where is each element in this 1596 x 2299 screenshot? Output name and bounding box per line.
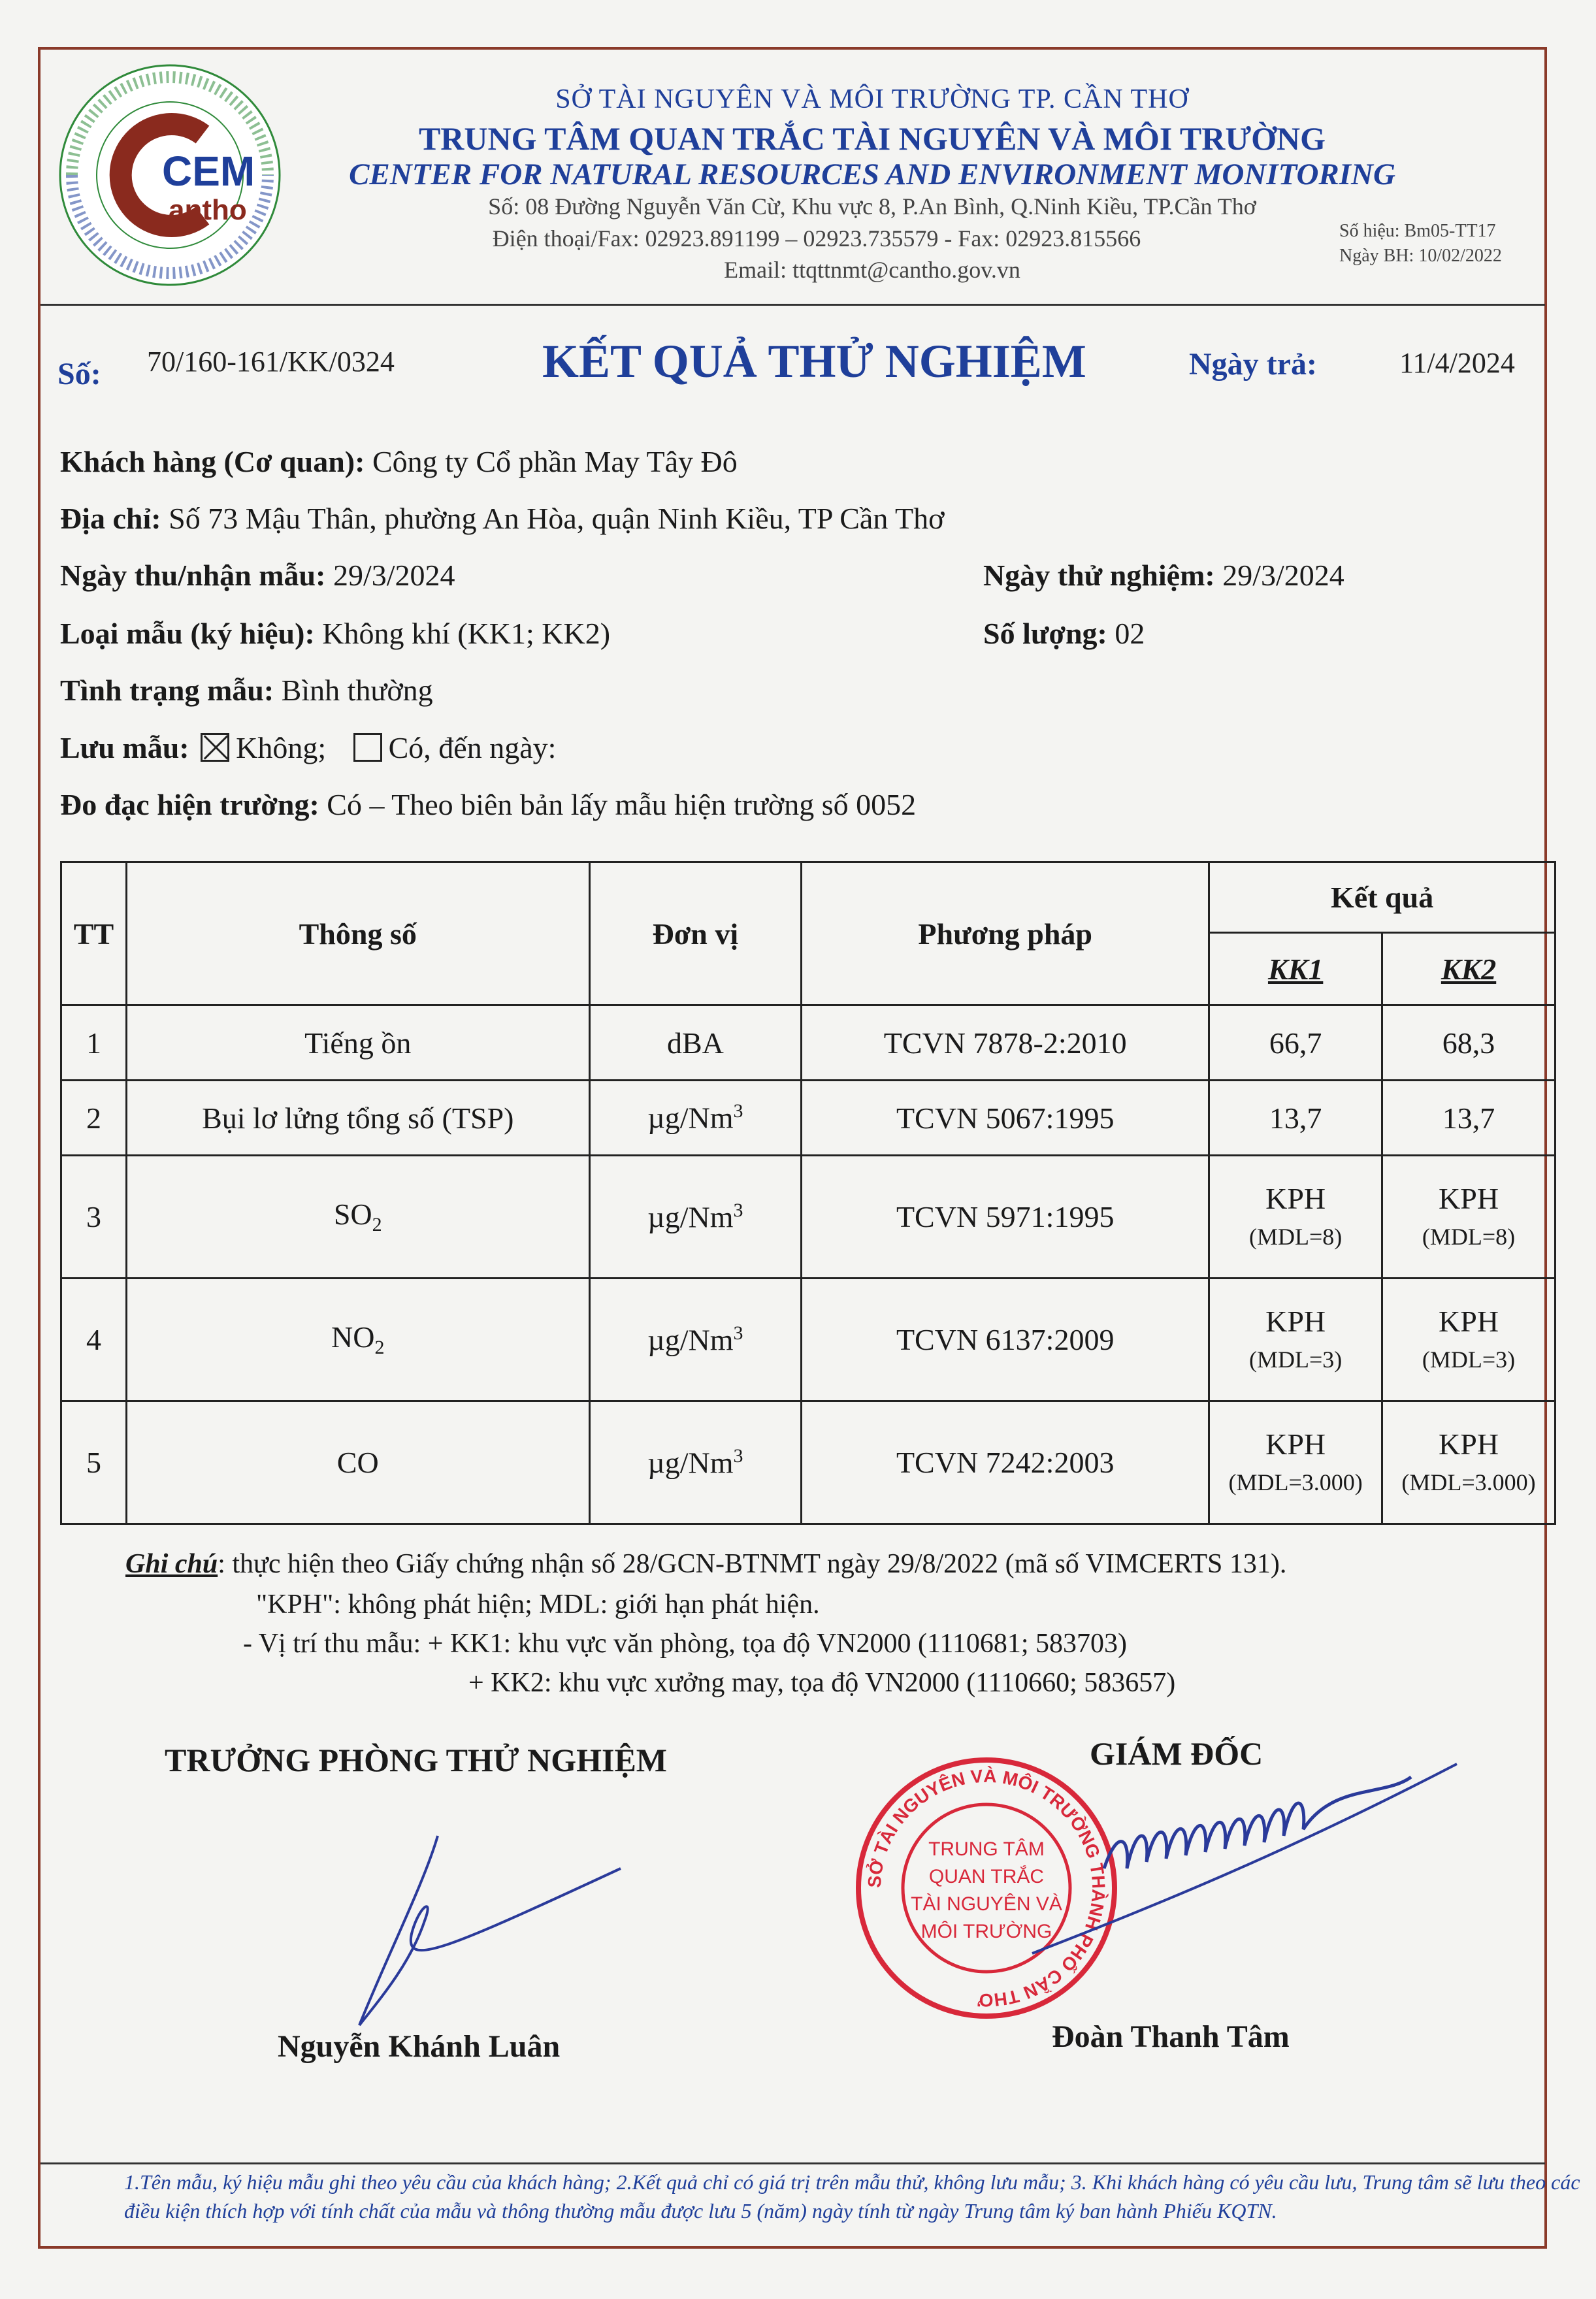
mdl-value: (MDL=8) [1422, 1223, 1516, 1250]
cell-kk1 [1209, 1401, 1382, 1524]
cell-param [126, 1279, 589, 1401]
cell-tt: 1 [61, 1005, 127, 1081]
col-header-result: Kết quả [1209, 862, 1555, 933]
cell-unit [589, 1156, 802, 1279]
customer-value: Công ty Cổ phần May Tây Đô [372, 445, 738, 478]
unit-base: µg/Nm [647, 1200, 734, 1234]
param-base: NO [331, 1320, 375, 1354]
unit-sup: 3 [733, 1100, 743, 1122]
receive-date-line [60, 558, 455, 593]
stamp-line-2: QUAN TRẮC [928, 1866, 1045, 1887]
cell-kk2: 13,7 [1382, 1081, 1555, 1156]
form-code: Số hiệu: Bm05-TT17 [1339, 221, 1496, 241]
param-base: SO [333, 1198, 372, 1231]
kph-value: KPH [1265, 1181, 1326, 1215]
table-row [61, 1156, 1555, 1279]
form-code-block [1339, 219, 1502, 269]
cem-logo-icon [52, 57, 287, 293]
param-sub: 2 [374, 1337, 385, 1359]
storage-yes-checkbox[interactable] [353, 733, 382, 762]
mdl-value: (MDL=8) [1249, 1223, 1343, 1250]
sample-type-label: Loại mẫu (ký hiệu): [60, 617, 315, 650]
cell-kk2 [1382, 1279, 1555, 1401]
receive-date-label: Ngày thu/nhận mẫu: [60, 559, 326, 592]
unit-sup: 3 [733, 1199, 743, 1221]
mdl-value: (MDL=3) [1422, 1346, 1516, 1373]
director-signature [1019, 1757, 1463, 1966]
cell-unit: dBA [589, 1005, 802, 1081]
lab-head-signature [314, 1823, 627, 2038]
mdl-value: (MDL=3.000) [1401, 1469, 1536, 1495]
address-line [60, 501, 944, 536]
report-number: 70/160-161/KK/0324 [147, 346, 395, 378]
storage-no-checkbox[interactable] [201, 733, 229, 762]
col-header-kk2: KK2 [1382, 933, 1555, 1005]
unit-base: µg/Nm [647, 1446, 734, 1480]
stamp-line-3: TÀI NGUYÊN VÀ [911, 1893, 1062, 1915]
sample-type-value: Không khí (KK1; KK2) [322, 617, 611, 650]
note-line-3: - Vị trí thu mẫu: + KK1: khu vực văn phòng, tọa độ VN2000 (1110681; 583703) [243, 1629, 1128, 1659]
lab-head-title: TRƯỞNG PHÒNG THỬ NGHIỆM [165, 1742, 667, 1778]
cell-param: CO [126, 1401, 589, 1524]
quantity-label: Số lượng: [983, 617, 1107, 650]
sample-type-line [60, 616, 610, 651]
cell-kk2 [1382, 1401, 1555, 1524]
cem-logo [52, 57, 287, 293]
stamp-ring-text: SỞ TÀI NGUYÊN VÀ MÔI TRƯỜNG THÀNH PHỐ CẦN THƠ [864, 1765, 1109, 2011]
kph-value: KPH [1439, 1427, 1499, 1461]
center-phone: Điện thoại/Fax: 02923.891199 – 02923.735579 - Fax: 02923.815566 [492, 225, 1141, 252]
address-label: Địa chỉ: [60, 502, 161, 535]
cell-kk1: 66,7 [1209, 1005, 1382, 1081]
footer-note: 1.Tên mẫu, ký hiệu mẫu ghi theo yêu cầu của khách hàng; 2.Kết quả chỉ có giá trị trên mẫu thử, không lưu mẫu; 3. Khi khách hàng có yêu cầu lưu, Trung tâm sẽ lưu theo các điều kiện thích hợp với tính chất của mẫu và thông thường mẫu được lưu 5 (năm) ngày tính từ ngày Trung tâm ký ban hành Phiếu KQTN. [124, 2170, 1580, 2223]
results-table [60, 861, 1556, 1525]
cell-method: TCVN 7242:2003 [802, 1401, 1209, 1524]
header-divider [41, 304, 1545, 306]
center-name-en: CENTER FOR NATURAL RESOURCES AND ENVIRONMENT MONITORING [349, 157, 1395, 191]
unit-base: µg/Nm [647, 1323, 734, 1357]
customer-label: Khách hàng (Cơ quan): [60, 445, 365, 478]
cell-param: Tiếng ồn [126, 1005, 589, 1081]
director-name: Đoàn Thanh Tâm [1052, 2019, 1290, 2054]
stamp-line-1: TRUNG TÂM [928, 1838, 1045, 1860]
cell-param [126, 1156, 589, 1279]
kph-value: KPH [1439, 1181, 1499, 1215]
note-line-4: + KK2: khu vực xưởng may, tọa độ VN2000 (1110660; 583657) [468, 1668, 1176, 1698]
form-issue-date: Ngày BH: 10/02/2022 [1339, 246, 1502, 266]
sample-storage-line [60, 730, 556, 765]
param-sub: 2 [372, 1214, 382, 1236]
address-value: Số 73 Mậu Thân, phường An Hòa, quận Ninh Kiều, TP Cần Thơ [169, 502, 945, 535]
col-header-param: Thông số [126, 862, 589, 1005]
sample-status-line [60, 673, 433, 708]
note-line-2: "KPH": không phát hiện; MDL: giới hạn phát hiện. [256, 1590, 820, 1620]
cell-tt: 5 [61, 1401, 127, 1524]
test-date-value: 29/3/2024 [1222, 559, 1344, 592]
col-header-unit: Đơn vị [589, 862, 802, 1005]
col-header-method: Phương pháp [802, 862, 1209, 1005]
quantity-line [983, 616, 1145, 651]
logo-text: CEM [162, 148, 255, 195]
cell-tt: 3 [61, 1156, 127, 1279]
center-name-vn: TRUNG TÂM QUAN TRẮC TÀI NGUYÊN VÀ MÔI TRƯỜNG [418, 120, 1326, 157]
test-date-label: Ngày thử nghiệm: [983, 559, 1215, 592]
agency-name: SỞ TÀI NGUYÊN VÀ MÔI TRƯỜNG TP. CẦN THƠ [555, 84, 1189, 114]
cell-kk2 [1382, 1156, 1555, 1279]
cell-kk2: 68,3 [1382, 1005, 1555, 1081]
cell-kk1 [1209, 1279, 1382, 1401]
stamp-line-4: MÔI TRƯỜNG [920, 1921, 1052, 1942]
kph-value: KPH [1265, 1427, 1326, 1461]
field-measure-label: Đo đạc hiện trường: [60, 788, 319, 821]
cell-unit [589, 1279, 802, 1401]
mdl-value: (MDL=3) [1249, 1346, 1343, 1373]
lab-head-name: Nguyễn Khánh Luân [278, 2029, 561, 2064]
center-email: Email: ttqttnmt@cantho.gov.vn [724, 257, 1020, 283]
col-header-kk1: KK1 [1209, 933, 1382, 1005]
quantity-value: 02 [1115, 617, 1145, 650]
report-number-label: Số: [57, 357, 101, 391]
table-header-row [61, 862, 1555, 933]
sample-status-label: Tình trạng mẫu: [60, 674, 274, 707]
cell-method: TCVN 6137:2009 [802, 1279, 1209, 1401]
mdl-value: (MDL=3.000) [1228, 1469, 1363, 1495]
cell-unit [589, 1401, 802, 1524]
table-row [61, 1279, 1555, 1401]
logo-subtext: antho [169, 194, 247, 226]
kph-value: KPH [1439, 1304, 1499, 1338]
note-text-1: : thực hiện theo Giấy chứng nhận số 28/GCN-BTNMT ngày 29/8/2022 (mã số VIMCERTS 131). [218, 1549, 1287, 1579]
sample-storage-label: Lưu mẫu: [60, 731, 189, 764]
cell-tt: 2 [61, 1081, 127, 1156]
unit-sup: 3 [733, 1444, 743, 1467]
table-row [61, 1401, 1555, 1524]
sample-status-value: Bình thường [281, 674, 433, 707]
cell-tt: 4 [61, 1279, 127, 1401]
footer-divider [41, 2162, 1545, 2164]
field-measure-line [60, 787, 916, 822]
test-date-line [983, 558, 1344, 593]
kph-value: KPH [1265, 1304, 1326, 1338]
document-title: KẾT QUẢ THỬ NGHIỆM [542, 335, 1086, 387]
cell-kk1: 13,7 [1209, 1081, 1382, 1156]
storage-yes-label: Có, đến ngày: [388, 731, 557, 764]
receive-date-value: 29/3/2024 [333, 559, 455, 592]
col-header-tt: TT [61, 862, 127, 1005]
center-address: Số: 08 Đường Nguyễn Văn Cừ, Khu vực 8, P.An Bình, Q.Ninh Kiều, TP.Cần Thơ [488, 193, 1256, 220]
return-date-label: Ngày trả: [1189, 347, 1317, 382]
cell-unit [589, 1081, 802, 1156]
cell-method: TCVN 5971:1995 [802, 1156, 1209, 1279]
cell-kk1 [1209, 1156, 1382, 1279]
table-row [61, 1081, 1555, 1156]
storage-no-label: Không; [236, 731, 327, 764]
note-label: Ghi chú [125, 1549, 218, 1579]
return-date: 11/4/2024 [1399, 347, 1515, 379]
field-measure-value: Có – Theo biên bản lấy mẫu hiện trường số 0052 [327, 788, 917, 821]
cell-method: TCVN 5067:1995 [802, 1081, 1209, 1156]
table-row [61, 1005, 1555, 1081]
unit-base: µg/Nm [647, 1101, 734, 1135]
cell-param: Bụi lơ lửng tổng số (TSP) [126, 1081, 589, 1156]
director-title: GIÁM ĐỐC [1090, 1735, 1263, 1772]
note-line-1 [125, 1548, 1286, 1580]
customer-line [60, 444, 738, 479]
cell-method: TCVN 7878-2:2010 [802, 1005, 1209, 1081]
unit-sup: 3 [733, 1322, 743, 1344]
